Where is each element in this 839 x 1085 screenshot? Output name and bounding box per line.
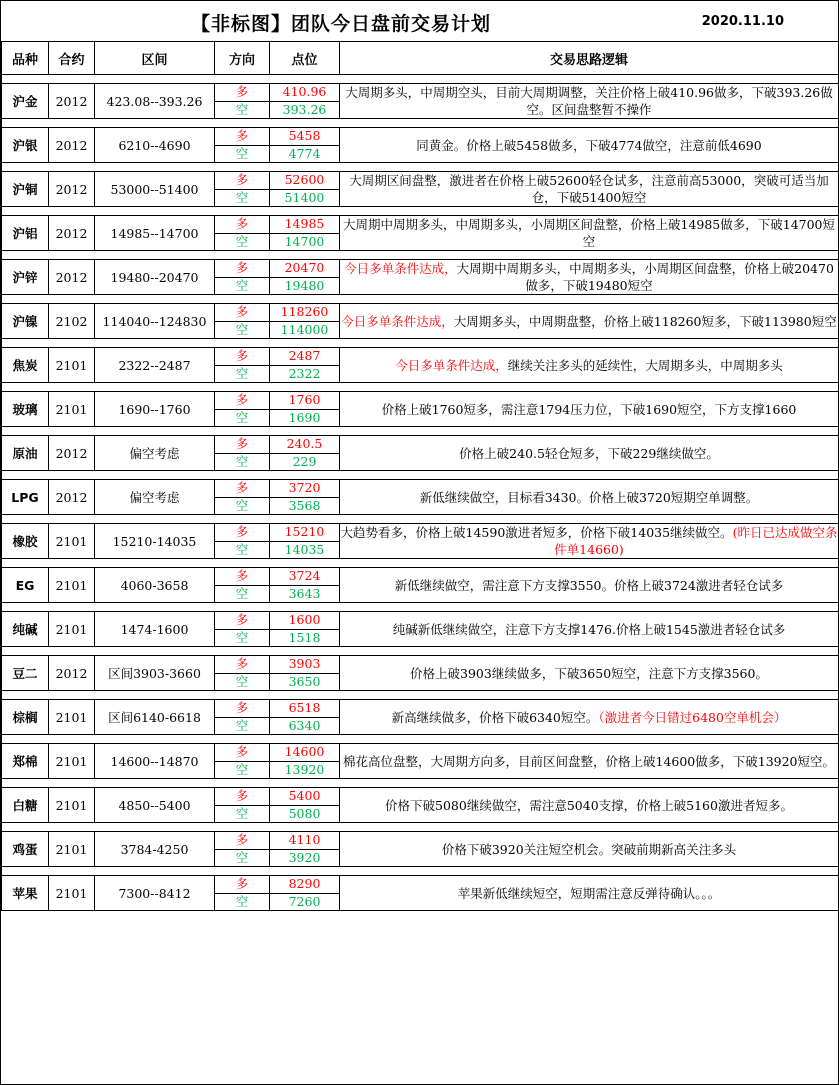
direction-cell xyxy=(215,788,270,823)
table-body xyxy=(2,75,839,911)
table-row xyxy=(2,392,839,427)
short-point: 51400 xyxy=(284,189,325,205)
long-label: 多 xyxy=(215,612,269,630)
direction-cell xyxy=(215,480,270,515)
plan-date: 2020.11.10 xyxy=(701,14,784,29)
logic-text: 价格下破3920关注短空机会。突破前期新高关注多头 xyxy=(441,841,737,857)
logic-highlight: 今日多单条件达成， xyxy=(341,313,454,329)
long-point: 3903 xyxy=(270,656,339,674)
points-cell xyxy=(270,612,340,647)
direction-cell xyxy=(215,436,270,471)
table-row xyxy=(2,524,839,559)
range-cell: 区间3903-3660 xyxy=(95,656,215,691)
row-spacer-cell xyxy=(2,735,839,744)
row-spacer-cell xyxy=(2,119,839,128)
table-row xyxy=(2,612,839,647)
row-spacer-cell xyxy=(2,339,839,348)
short-label: 空 xyxy=(235,321,249,337)
short-point: 2322 xyxy=(288,365,321,381)
logic-text: 大趋势看多，价格上破14590激进者短多，价格下破14035继续做空。 xyxy=(340,525,733,540)
row-spacer xyxy=(2,823,839,832)
variety-cell: LPG xyxy=(2,480,49,515)
direction-cell xyxy=(215,84,270,119)
long-label: 多 xyxy=(215,700,269,718)
table-row xyxy=(2,172,839,207)
points-cell xyxy=(270,436,340,471)
range-cell: 14600--14870 xyxy=(95,744,215,779)
logic-cell xyxy=(340,128,839,163)
long-point: 8290 xyxy=(270,876,339,894)
direction-cell xyxy=(215,260,270,295)
long-point: 118260 xyxy=(270,304,339,322)
range-cell: 7300--8412 xyxy=(95,876,215,911)
header-direction: 方向 xyxy=(215,42,270,75)
long-point: 5400 xyxy=(270,788,339,806)
long-point: 1760 xyxy=(270,392,339,410)
short-label: 空 xyxy=(235,233,249,249)
contract-cell: 2101 xyxy=(49,612,95,647)
contract-cell: 2101 xyxy=(49,568,95,603)
contract-cell: 2012 xyxy=(49,436,95,471)
short-label: 空 xyxy=(235,761,249,777)
logic-text: 新高继续做多，价格下破6340短空。 xyxy=(391,709,599,725)
long-label: 多 xyxy=(215,348,269,366)
logic-text: 价格上破1760短多，需注意1794压力位，下破1690短空，下方支撑1660 xyxy=(381,401,797,417)
row-spacer xyxy=(2,339,839,348)
plan-table xyxy=(1,42,839,911)
row-spacer-cell xyxy=(2,251,839,260)
table-row xyxy=(2,128,839,163)
direction-cell xyxy=(215,656,270,691)
direction-cell xyxy=(215,348,270,383)
short-point: 4774 xyxy=(288,145,321,161)
range-cell: 2322--2487 xyxy=(95,348,215,383)
long-point: 2487 xyxy=(270,348,339,366)
points-cell xyxy=(270,348,340,383)
long-label: 多 xyxy=(215,436,269,454)
long-point: 14985 xyxy=(270,216,339,234)
row-spacer xyxy=(2,515,839,524)
points-cell xyxy=(270,744,340,779)
logic-cell xyxy=(340,216,839,251)
logic-cell xyxy=(340,744,839,779)
logic-cell xyxy=(340,480,839,515)
logic-cell xyxy=(340,436,839,471)
variety-cell: 沪锌 xyxy=(2,260,49,295)
row-spacer-cell xyxy=(2,515,839,524)
range-cell: 14985--14700 xyxy=(95,216,215,251)
short-point: 14035 xyxy=(284,541,325,557)
short-label: 空 xyxy=(235,717,249,733)
long-point: 1600 xyxy=(270,612,339,630)
row-spacer xyxy=(2,471,839,480)
short-label: 空 xyxy=(235,585,249,601)
contract-cell: 2012 xyxy=(49,128,95,163)
range-cell: 3784-4250 xyxy=(95,832,215,867)
logic-cell xyxy=(340,524,839,559)
long-point: 15210 xyxy=(270,524,339,542)
row-spacer xyxy=(2,735,839,744)
contract-cell: 2012 xyxy=(49,216,95,251)
long-label: 多 xyxy=(215,876,269,894)
range-cell: 区间6140-6618 xyxy=(95,700,215,735)
contract-cell: 2101 xyxy=(49,524,95,559)
points-cell xyxy=(270,260,340,295)
variety-cell: 橡胶 xyxy=(2,524,49,559)
range-cell: 114040--124830 xyxy=(95,304,215,339)
long-label: 多 xyxy=(215,524,269,542)
row-spacer xyxy=(2,207,839,216)
row-spacer xyxy=(2,251,839,260)
table-row xyxy=(2,216,839,251)
short-label: 空 xyxy=(235,101,249,117)
logic-cell xyxy=(340,568,839,603)
logic-text: 纯碱新低继续做空，注意下方支撑1476.价格上破1545激进者轻仓试多 xyxy=(392,621,786,637)
logic-text: 大周期中周期多头，中周期多头，小周期区间盘整，价格上破14985做多，下破14700短空 xyxy=(342,217,836,249)
contract-cell: 2101 xyxy=(49,348,95,383)
points-cell xyxy=(270,568,340,603)
range-cell: 偏空考虑 xyxy=(95,480,215,515)
logic-text: 棉花高位盘整，大周期方向多，目前区间盘整，价格上破14600做多，下破13920短空。 xyxy=(342,753,836,769)
contract-cell: 2012 xyxy=(49,260,95,295)
contract-cell: 2012 xyxy=(49,172,95,207)
table-row xyxy=(2,876,839,911)
variety-cell: 郑棉 xyxy=(2,744,49,779)
table-row xyxy=(2,700,839,735)
row-spacer xyxy=(2,383,839,392)
header-contract: 合约 xyxy=(49,42,95,75)
variety-cell: 沪铜 xyxy=(2,172,49,207)
range-cell: 1474-1600 xyxy=(95,612,215,647)
table-row xyxy=(2,480,839,515)
row-spacer-cell xyxy=(2,75,839,84)
long-point: 6518 xyxy=(270,700,339,718)
short-point: 3650 xyxy=(288,673,321,689)
short-label: 空 xyxy=(235,453,249,469)
variety-cell: 白糖 xyxy=(2,788,49,823)
logic-highlight: 今日多单条件达成， xyxy=(344,261,457,276)
contract-cell: 2101 xyxy=(49,744,95,779)
long-point: 52600 xyxy=(270,172,339,190)
short-point: 7260 xyxy=(288,893,321,909)
short-point: 229 xyxy=(292,453,317,469)
short-label: 空 xyxy=(235,541,249,557)
header-row xyxy=(2,42,839,75)
points-cell xyxy=(270,524,340,559)
points-cell xyxy=(270,392,340,427)
logic-cell xyxy=(340,84,839,119)
short-label: 空 xyxy=(235,497,249,513)
long-label: 多 xyxy=(215,260,269,278)
range-cell: 4850--5400 xyxy=(95,788,215,823)
long-point: 5458 xyxy=(270,128,339,146)
points-cell xyxy=(270,304,340,339)
points-cell xyxy=(270,876,340,911)
long-point: 14600 xyxy=(270,744,339,762)
short-label: 空 xyxy=(235,189,249,205)
range-cell: 423.08--393.26 xyxy=(95,84,215,119)
row-spacer-cell xyxy=(2,471,839,480)
contract-cell: 2101 xyxy=(49,832,95,867)
long-label: 多 xyxy=(215,480,269,498)
logic-text: 继续关注多头的延续性，大周期多头，中周期多头 xyxy=(507,357,783,373)
row-spacer xyxy=(2,867,839,876)
logic-highlight-tail: （激进者今日错过6480空单机会） xyxy=(598,709,787,725)
logic-text: 价格下破5080继续做空，需注意5040支撑，价格上破5160激进者短多。 xyxy=(385,797,793,813)
variety-cell: 豆二 xyxy=(2,656,49,691)
contract-cell: 2101 xyxy=(49,392,95,427)
points-cell xyxy=(270,216,340,251)
contract-cell: 2101 xyxy=(49,788,95,823)
header-variety: 品种 xyxy=(2,42,49,75)
long-label: 多 xyxy=(215,744,269,762)
table-row xyxy=(2,84,839,119)
table-row xyxy=(2,568,839,603)
range-cell: 偏空考虑 xyxy=(95,436,215,471)
row-spacer-cell xyxy=(2,427,839,436)
direction-cell xyxy=(215,612,270,647)
row-spacer-cell xyxy=(2,207,839,216)
logic-text: 大周期多头，中周期空头，目前大周期调整，关注价格上破410.96做多，下破393.26做空。区间盘整暂不操作 xyxy=(345,85,833,117)
table-row xyxy=(2,348,839,383)
logic-cell xyxy=(340,304,839,339)
range-cell: 15210-14035 xyxy=(95,524,215,559)
row-spacer xyxy=(2,559,839,568)
row-spacer xyxy=(2,691,839,700)
logic-text: 大周期多头，中周期盘整，价格上破118260短多，下破113980短空 xyxy=(453,313,837,329)
row-spacer xyxy=(2,647,839,656)
points-cell xyxy=(270,832,340,867)
logic-text: 价格上破3903继续做多，下破3650短空，注意下方支撑3560。 xyxy=(410,665,768,681)
short-label: 空 xyxy=(235,893,249,909)
long-point: 20470 xyxy=(270,260,339,278)
long-label: 多 xyxy=(215,656,269,674)
row-spacer-cell xyxy=(2,647,839,656)
table-row xyxy=(2,436,839,471)
logic-cell xyxy=(340,700,839,735)
row-spacer xyxy=(2,779,839,788)
table-row xyxy=(2,260,839,295)
direction-cell xyxy=(215,524,270,559)
range-cell: 4060-3658 xyxy=(95,568,215,603)
contract-cell: 2102 xyxy=(49,304,95,339)
logic-cell xyxy=(340,392,839,427)
contract-cell: 2101 xyxy=(49,876,95,911)
logic-cell xyxy=(340,260,839,295)
title-bar xyxy=(1,1,838,42)
points-cell xyxy=(270,788,340,823)
row-spacer-cell xyxy=(2,779,839,788)
short-point: 13920 xyxy=(284,761,325,777)
row-spacer-cell xyxy=(2,383,839,392)
logic-highlight: 今日多单条件达成， xyxy=(395,357,508,373)
direction-cell xyxy=(215,568,270,603)
logic-text: 大周期区间盘整，激进者在价格上破52600轻仓试多，注意前高53000，突破可适当加仓，下破51400短空 xyxy=(349,173,829,205)
table-row xyxy=(2,744,839,779)
short-label: 空 xyxy=(235,409,249,425)
row-spacer xyxy=(2,295,839,304)
contract-cell: 2012 xyxy=(49,84,95,119)
variety-cell: 沪金 xyxy=(2,84,49,119)
row-spacer-cell xyxy=(2,603,839,612)
short-point: 1690 xyxy=(288,409,321,425)
row-spacer-cell xyxy=(2,691,839,700)
range-cell: 1690--1760 xyxy=(95,392,215,427)
row-spacer xyxy=(2,119,839,128)
table-row xyxy=(2,832,839,867)
direction-cell xyxy=(215,832,270,867)
table-row xyxy=(2,304,839,339)
points-cell xyxy=(270,700,340,735)
logic-cell xyxy=(340,348,839,383)
direction-cell xyxy=(215,744,270,779)
contract-cell: 2012 xyxy=(49,656,95,691)
long-label: 多 xyxy=(215,788,269,806)
logic-text: 同黄金。价格上破5458做多，下破4774做空，注意前低4690 xyxy=(416,137,762,153)
short-point: 393.26 xyxy=(282,101,327,117)
long-label: 多 xyxy=(215,128,269,146)
long-label: 多 xyxy=(215,216,269,234)
row-spacer xyxy=(2,163,839,172)
logic-cell xyxy=(340,788,839,823)
points-cell xyxy=(270,480,340,515)
logic-cell xyxy=(340,656,839,691)
points-cell xyxy=(270,84,340,119)
long-label: 多 xyxy=(215,392,269,410)
row-spacer xyxy=(2,603,839,612)
logic-cell xyxy=(340,172,839,207)
points-cell xyxy=(270,128,340,163)
long-point: 3724 xyxy=(270,568,339,586)
variety-cell: 鸡蛋 xyxy=(2,832,49,867)
logic-cell xyxy=(340,876,839,911)
range-cell: 19480--20470 xyxy=(95,260,215,295)
short-label: 空 xyxy=(235,673,249,689)
short-point: 3920 xyxy=(288,849,321,865)
logic-text: 新低继续做空，需注意下方支撑3550。价格上破3724激进者轻仓试多 xyxy=(394,577,784,593)
table-row xyxy=(2,788,839,823)
row-spacer-cell xyxy=(2,295,839,304)
short-label: 空 xyxy=(235,365,249,381)
short-label: 空 xyxy=(235,629,249,645)
direction-cell xyxy=(215,876,270,911)
direction-cell xyxy=(215,700,270,735)
logic-highlight-tail: (昨日已达成做空条件单14660) xyxy=(554,525,838,557)
variety-cell: 沪镍 xyxy=(2,304,49,339)
long-label: 多 xyxy=(215,172,269,190)
short-label: 空 xyxy=(235,805,249,821)
short-point: 6340 xyxy=(288,717,321,733)
variety-cell: 玻璃 xyxy=(2,392,49,427)
logic-text: 大周期中周期多头，中周期多头，小周期区间盘整，价格上破20470做多，下破19480短空 xyxy=(456,261,834,293)
variety-cell: 焦炭 xyxy=(2,348,49,383)
short-label: 空 xyxy=(235,849,249,865)
direction-cell xyxy=(215,172,270,207)
header-logic: 交易思路逻辑 xyxy=(340,42,839,75)
long-label: 多 xyxy=(215,568,269,586)
long-point: 240.5 xyxy=(270,436,339,454)
points-cell xyxy=(270,172,340,207)
long-label: 多 xyxy=(215,304,269,322)
row-spacer xyxy=(2,427,839,436)
short-point: 114000 xyxy=(280,321,329,337)
short-label: 空 xyxy=(235,277,249,293)
variety-cell: 苹果 xyxy=(2,876,49,911)
variety-cell: 棕榈 xyxy=(2,700,49,735)
logic-text: 价格上破240.5轻仓短多，下破229继续做空。 xyxy=(459,445,719,461)
row-spacer-cell xyxy=(2,867,839,876)
variety-cell: EG xyxy=(2,568,49,603)
short-point: 14700 xyxy=(284,233,325,249)
short-point: 3643 xyxy=(288,585,321,601)
logic-cell xyxy=(340,832,839,867)
row-spacer-cell xyxy=(2,823,839,832)
long-point: 410.96 xyxy=(270,84,339,102)
contract-cell: 2012 xyxy=(49,480,95,515)
long-point: 4110 xyxy=(270,832,339,850)
short-point: 1518 xyxy=(288,629,321,645)
page-title: 【非标图】团队今日盘前交易计划 xyxy=(190,13,491,35)
variety-cell: 沪铝 xyxy=(2,216,49,251)
short-point: 19480 xyxy=(284,277,325,293)
long-label: 多 xyxy=(215,832,269,850)
points-cell xyxy=(270,656,340,691)
short-point: 3568 xyxy=(288,497,321,513)
contract-cell: 2101 xyxy=(49,700,95,735)
header-points: 点位 xyxy=(270,42,340,75)
header-range: 区间 xyxy=(95,42,215,75)
range-cell: 53000--51400 xyxy=(95,172,215,207)
variety-cell: 原油 xyxy=(2,436,49,471)
short-label: 空 xyxy=(235,145,249,161)
variety-cell: 沪银 xyxy=(2,128,49,163)
logic-text: 新低继续做空，目标看3430。价格上破3720短期空单调整。 xyxy=(419,489,759,505)
long-label: 多 xyxy=(215,84,269,102)
short-point: 5080 xyxy=(288,805,321,821)
variety-cell: 纯碱 xyxy=(2,612,49,647)
direction-cell xyxy=(215,392,270,427)
logic-text: 苹果新低继续短空，短期需注意反弹待确认。。。 xyxy=(457,885,721,901)
row-spacer-cell xyxy=(2,559,839,568)
table-row xyxy=(2,656,839,691)
logic-cell xyxy=(340,612,839,647)
direction-cell xyxy=(215,304,270,339)
direction-cell xyxy=(215,216,270,251)
row-spacer xyxy=(2,75,839,84)
long-point: 3720 xyxy=(270,480,339,498)
range-cell: 6210--4690 xyxy=(95,128,215,163)
direction-cell xyxy=(215,128,270,163)
row-spacer-cell xyxy=(2,163,839,172)
